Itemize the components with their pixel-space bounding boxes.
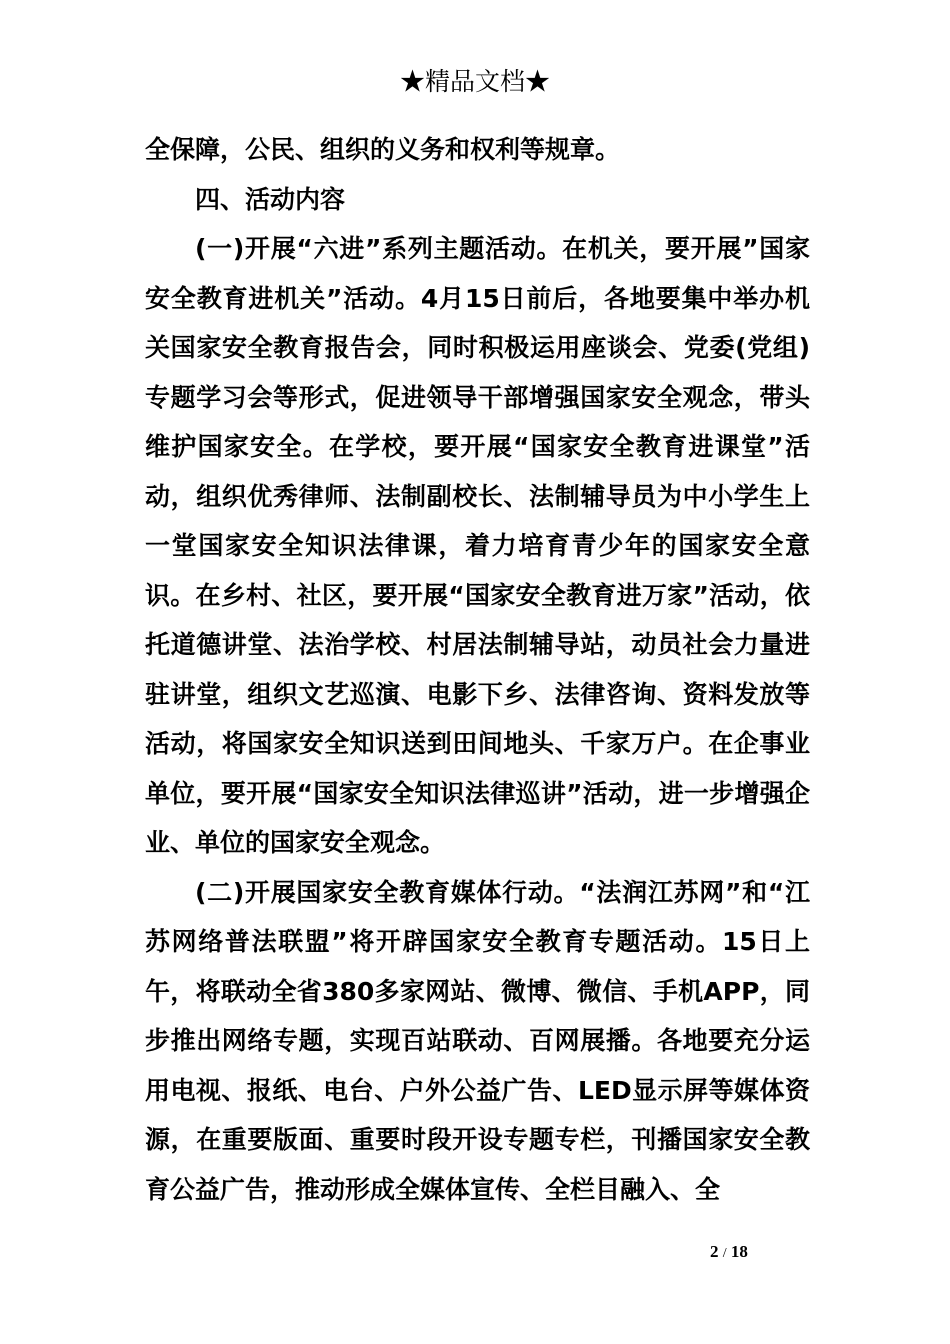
page-number <box>710 1242 810 1262</box>
page-current: 2 <box>710 1242 719 1261</box>
section-heading: 四、活动内容 <box>195 184 346 214</box>
paragraph-media-action: (二)开展国家安全教育媒体行动。“法润江苏网”和“江苏网络普法联盟”将开辟国家安全教育专题活动。15日上午，将联动全省380多家网站、微博、微信、手机APP，同步推出网络专题，实现百站联动、百网展播。各地要充分运用电视、报纸、电台、户外公益广告、LED显示屏等媒体资源，在重要版面、重要时段开设专题专栏，刊播国家安全教育公益广告，推动形成全媒体宣传、全栏目融入、全 <box>145 877 810 1204</box>
document-body <box>145 125 810 1214</box>
paragraph-continuation: 全保障，公民、组织的义务和权利等规章。 <box>145 135 621 164</box>
paragraph-six-entries: (一)开展“六进”系列主题活动。在机关，要开展”国家安全教育进机关”活动。4月15日前后，各地要集中举办机关国家安全教育报告会，同时积极运用座谈会、党委(党组)专题学习会等形式，促进领导干部增强国家安全观念，带头维护国家安全。在学校，要开展“国家安全教育进课堂”活动，组织优秀律师、法制副校长、法制辅导员为中小学生上一堂国家安全知识法律课，着力培育青少年的国家安全意识。在乡村、社区，要开展“国家安全教育进万家”活动，依托道德讲堂、法治学校、村居法制辅导站，动员社会力量进驻讲堂，组织文艺巡演、电影下乡、法律咨询、资料发放等活动，将国家安全知识送到田间地头、千家万户。在企事业单位，要开展“国家安全知识法律巡讲”活动，进一步增强企业、单位的国家安全观念。 <box>145 234 810 857</box>
header-title: ★精品文档★ <box>399 67 550 96</box>
page-separator: / <box>722 1246 727 1261</box>
page-header <box>0 62 950 98</box>
page-total: 18 <box>730 1242 748 1261</box>
